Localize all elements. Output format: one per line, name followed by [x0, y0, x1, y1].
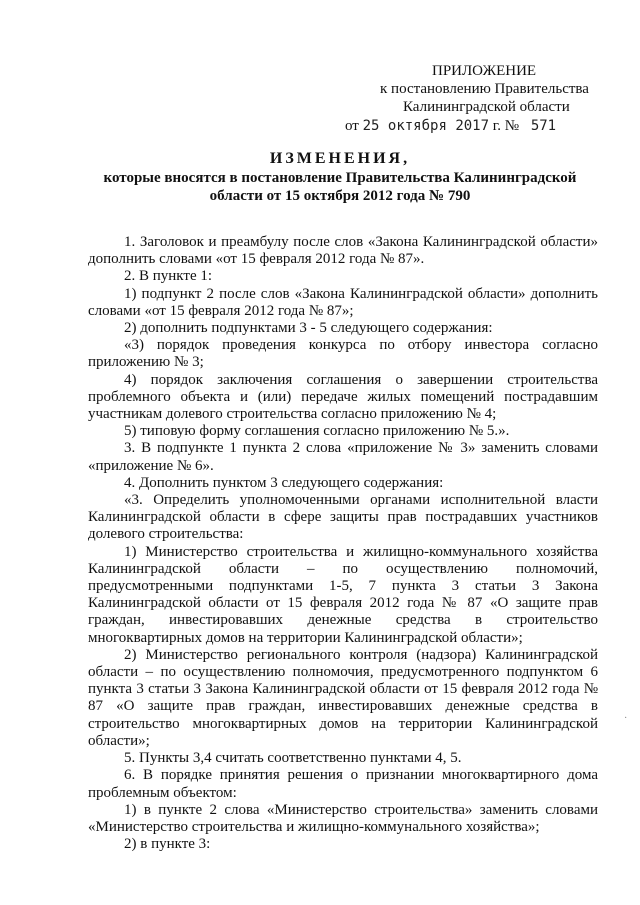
paragraph: 1) в пункте 2 слова «Министерство строительства» заменить словами «Министерство строительства и жилищно-коммунального хозяйства»;	[88, 801, 598, 835]
date-prefix: от	[345, 118, 359, 134]
document-body	[88, 234, 598, 853]
paragraph: 2) дополнить подпунктами 3 - 5 следующего содержания:	[124, 320, 493, 337]
paragraph: 1) Министерство строительства и жилищно-коммунального хозяйства Калининградской области – по осуществлению полномочий, предусмотренными подпунктами 1-5, 7 пункта 3 статьи 3 Закона Калининградской области от 15 февраля 2012 года № 87 «О защите прав граждан, инвестировавших денежные средства в строительство многоквартирных домов на территории Калининградской области»;	[88, 543, 598, 646]
paragraph: 2) в пункте 3:	[124, 836, 211, 853]
paragraph: 3. В подпункте 1 пункта 2 слова «приложение № 3» заменить словами «приложение № 6».	[88, 440, 598, 474]
date-suffix: г. №	[492, 118, 520, 134]
paragraph: 1) подпункт 2 после слов «Закона Калининградской области» дополнить словами «от 15 февраля 2012 года № 87»;	[88, 285, 598, 319]
paragraph: «3. Определить уполномоченными органами исполнительной власти Калининградской области в сфере защиты прав пострадавших участников долевого строительства:	[88, 492, 598, 543]
paragraph: 5. Пункты 3,4 считать соответственно пунктами 4, 5.	[124, 750, 462, 767]
title-subline-1: которые вносятся в постановление Правительства Калининградской	[103, 170, 577, 186]
paragraph: 5) типовую форму соглашения согласно приложению № 5.».	[124, 423, 510, 440]
appendix-label: ПРИЛОЖЕНИЕ	[432, 63, 537, 79]
paragraph: 4. Дополнить пунктом 3 следующего содержания:	[124, 474, 444, 491]
decree-number: 571	[530, 118, 557, 134]
title-heading: ИЗМЕНЕНИЯ,	[269, 150, 411, 167]
title-subline-2: области от 15 октября 2012 года № 790	[209, 188, 471, 204]
paragraph: 1. Заголовок и преамбулу после слов «Закона Калининградской области» дополнить словами «от 15 февраля 2012 года № 87».	[88, 234, 598, 268]
paragraph: 6. В порядке принятия решения о признании многоквартирного дома проблемным объектом:	[88, 767, 598, 801]
appendix-region-line: Калининградской области	[403, 99, 570, 115]
document-title	[80, 150, 600, 205]
paragraph: 2) Министерство регионального контроля (надзора) Калининградской области – по осуществлению полномочия, предусмотренного подпунктом 6 пункта 3 статьи 3 Закона Калининградской области от 15 февраля 2012 года № 87 «О защите прав граждан, инвестировавших денежные средства в строительство многоквартирных домов на территории Калининградской области»;	[88, 646, 598, 749]
paragraph: «3) порядок проведения конкурса по отбору инвестора согласно приложению № 3;	[88, 337, 598, 371]
paragraph: 4) порядок заключения соглашения о завершении строительства проблемного объекта и (или) передаче жилых помещений пострадавшим участникам долевого строительства согласно приложению № 4;	[88, 371, 598, 423]
margin-mark: ·	[624, 713, 628, 724]
appendix-date-line	[345, 117, 556, 135]
paragraph: 2. В пункте 1:	[124, 268, 213, 285]
decree-date: 25 октября 2017	[362, 118, 490, 134]
appendix-ref-line: к постановлению Правительства	[380, 81, 589, 97]
